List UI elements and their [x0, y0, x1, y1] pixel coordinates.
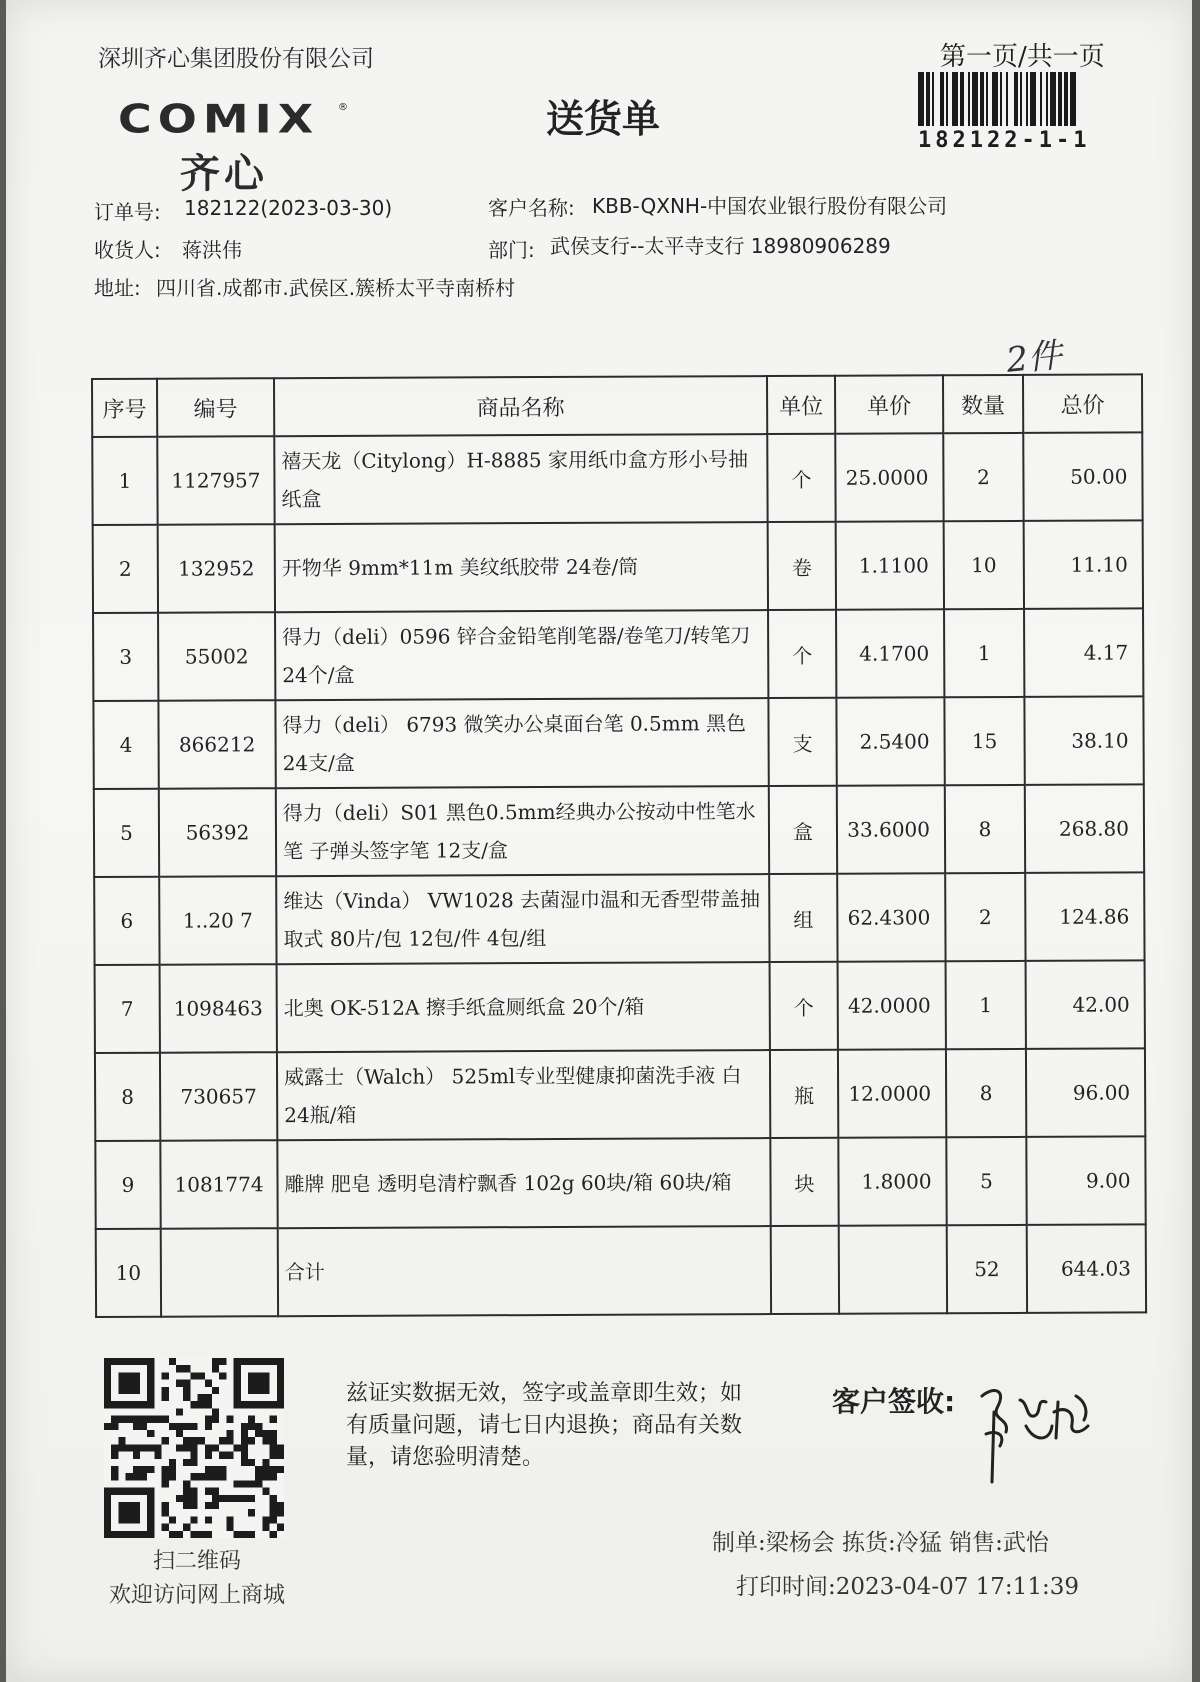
barcode-icon: [918, 72, 1118, 126]
cell-quantity: 1: [946, 961, 1026, 1049]
cell-unit-price: 2.5400: [836, 697, 944, 785]
cell-code: 1098463: [160, 964, 277, 1053]
handwritten-signature: [976, 1372, 1106, 1492]
cell-product-name: 得力（deli）0596 锌合金铅笔削笔器/卷笔刀/转笔刀 24个/盒: [275, 610, 768, 700]
cell-unit: 个: [768, 610, 836, 698]
comix-logo: [118, 96, 348, 197]
cell-unit: 块: [770, 1138, 838, 1226]
cell-code: 866212: [158, 700, 275, 789]
header-total-price: 总价: [1023, 374, 1142, 433]
company-name: 深圳齐心集团股份有限公司: [98, 46, 374, 72]
notice-text: 兹证实数据无效，签字或盖章即生效；如有质量问题，请七日内退换；商品有关数量，请您验明清楚。: [346, 1381, 743, 1470]
cell-seq: 10: [96, 1229, 161, 1317]
cell-unit-price: 1.8000: [838, 1137, 946, 1225]
cell-code: 1127957: [157, 436, 274, 525]
cell-product-name: 得力（deli） 6793 微笑办公桌面台笔 0.5mm 黑色 24支/盒: [275, 698, 768, 788]
cell-unit: 瓶: [770, 1050, 838, 1138]
cell-total-label: 合计: [278, 1226, 771, 1316]
cell-unit-price: 1.1100: [836, 521, 944, 609]
cell-code: 56392: [159, 788, 276, 877]
items-table: [91, 373, 1147, 1318]
table-row: [93, 696, 1143, 789]
cell-quantity: 2: [945, 873, 1025, 961]
delivery-note-paper: [6, 0, 1192, 1682]
cell-total-price: 9.00: [1026, 1136, 1145, 1225]
cell-seq: 8: [95, 1053, 160, 1141]
cell-product-name: 开物华 9mm*11m 美纹纸胶带 24卷/筒: [275, 522, 768, 612]
cell-unit-price: 25.0000: [835, 433, 943, 521]
cell-code: 132952: [158, 524, 275, 613]
address-value: 四川省.成都市.武侯区.簇桥太平寺南桥村: [156, 276, 516, 300]
table-row: [95, 960, 1145, 1053]
cell-unit-price: 33.6000: [837, 785, 945, 873]
page-number: 第一页/共一页: [940, 42, 1105, 72]
logo-chinese: 齐心: [180, 151, 268, 197]
cell-unit: [771, 1226, 839, 1314]
order-label: 订单号:: [94, 200, 161, 224]
receiver-name: 蒋洪伟: [182, 238, 242, 262]
cell-unit-price: 42.0000: [838, 961, 946, 1049]
cell-unit: 组: [769, 874, 837, 962]
cell-quantity: 15: [944, 697, 1024, 785]
receiver-label: 收货人:: [94, 238, 161, 262]
cell-unit: 支: [768, 698, 836, 786]
header-code: 编号: [157, 378, 274, 437]
cell-total-price: 124.86: [1025, 872, 1144, 961]
header-unit-price: 单价: [835, 375, 943, 433]
cell-grand-total: 644.03: [1027, 1224, 1146, 1313]
customer-label: 客户名称:: [488, 196, 575, 220]
cell-code: 730657: [160, 1052, 277, 1141]
staff-info: 制单:梁杨会 拣货:冷猛 销售:武怡: [712, 1530, 1049, 1556]
cell-total-price: 50.00: [1023, 432, 1142, 521]
cell-seq: 1: [92, 437, 157, 525]
cell-quantity: 2: [943, 433, 1023, 521]
print-time: 打印时间:2023-04-07 17:11:39: [736, 1574, 1079, 1600]
cell-unit: 盒: [769, 786, 837, 874]
cell-quantity: 10: [944, 521, 1024, 609]
cell-unit-price: 4.1700: [836, 609, 944, 697]
table-row: [94, 872, 1144, 965]
table-row: [93, 608, 1143, 701]
cell-total-price: 268.80: [1025, 784, 1144, 873]
handwritten-note: 2件: [1004, 335, 1064, 381]
cell-unit-price: 12.0000: [838, 1049, 946, 1137]
header-seq: 序号: [92, 379, 157, 437]
cell-total-price: 96.00: [1026, 1048, 1145, 1137]
cell-unit-price: 62.4300: [837, 873, 945, 961]
cell-unit: 个: [770, 962, 838, 1050]
qr-code-icon: [104, 1358, 284, 1538]
cell-quantity: 1: [944, 609, 1024, 697]
cell-quantity: 5: [946, 1137, 1026, 1225]
header-unit: 单位: [767, 376, 835, 434]
table-header-row: [92, 374, 1142, 437]
cell-product-name: 威露士（Walch） 525ml专业型健康抑菌洗手液 白 24瓶/箱: [277, 1050, 770, 1140]
department-value: 武侯支行--太平寺支行 18980906289: [550, 234, 891, 258]
cell-total-price: 38.10: [1024, 696, 1143, 785]
table-total-row: [96, 1224, 1146, 1317]
cell-code: 55002: [158, 612, 275, 701]
cell-product-name: 得力（deli）S01 黑色0.5mm经典办公按动中性笔水笔 子弹头签字笔 12支/盒: [276, 786, 769, 876]
cell-total-price: 4.17: [1024, 608, 1143, 697]
cell-product-name: 北奥 OK-512A 擦手纸盒厕纸盒 20个/箱: [277, 962, 770, 1052]
customer-name: KBB-QXNH-中国农业银行股份有限公司: [592, 194, 948, 218]
qr-caption: [92, 1545, 302, 1613]
cell-product-name: 雕牌 肥皂 透明皂清柠飘香 102g 60块/箱 60块/箱: [277, 1138, 770, 1228]
cell-unit-price: [839, 1225, 947, 1313]
department-label: 部门:: [488, 238, 535, 262]
address-label: 地址:: [94, 276, 141, 300]
qr-caption-scan: 扫二维码: [152, 1549, 241, 1574]
cell-product-name: 维达（Vinda） VW1028 去菌湿巾温和无香型带盖抽取式 80片/包 12包/件 4包/组: [276, 874, 769, 964]
registered-mark-icon: ®: [338, 102, 348, 113]
qr-caption-welcome: 欢迎访问网上商城: [108, 1583, 285, 1608]
table-row: [95, 1048, 1145, 1141]
customer-sign-label: 客户签收:: [832, 1385, 956, 1418]
cell-code: [161, 1228, 278, 1317]
cell-unit: 卷: [768, 522, 836, 610]
cell-total-price: 11.10: [1024, 520, 1143, 609]
barcode-number: 182122-1-1: [918, 128, 1091, 153]
table-row: [94, 784, 1144, 877]
cell-code: 1081774: [160, 1140, 277, 1229]
document-title: 送货单: [546, 97, 661, 141]
logo-english: COMIX: [118, 96, 320, 142]
order-number: 182122(2023-03-30): [184, 196, 393, 220]
cell-quantity: 8: [946, 1049, 1026, 1137]
cell-code: 1..20 7: [159, 876, 276, 965]
header-quantity: 数量: [943, 375, 1023, 433]
cell-seq: 4: [93, 701, 158, 789]
cell-product-name: 禧天龙（Citylong）H-8885 家用纸巾盒方形小号抽纸盒: [274, 434, 767, 524]
cell-seq: 9: [95, 1141, 160, 1229]
header-product-name: 商品名称: [274, 376, 767, 436]
table-row: [93, 520, 1143, 613]
table-row: [95, 1136, 1145, 1229]
cell-seq: 5: [94, 789, 159, 877]
cell-seq: 2: [93, 525, 158, 613]
cell-seq: 7: [95, 965, 160, 1053]
cell-unit: 个: [767, 434, 835, 522]
cell-total-price: 42.00: [1026, 960, 1145, 1049]
cell-seq: 6: [94, 877, 159, 965]
cell-quantity: 8: [945, 785, 1025, 873]
table-row: [92, 432, 1142, 525]
cell-seq: 3: [93, 613, 158, 701]
cell-total-quantity: 52: [947, 1225, 1027, 1313]
